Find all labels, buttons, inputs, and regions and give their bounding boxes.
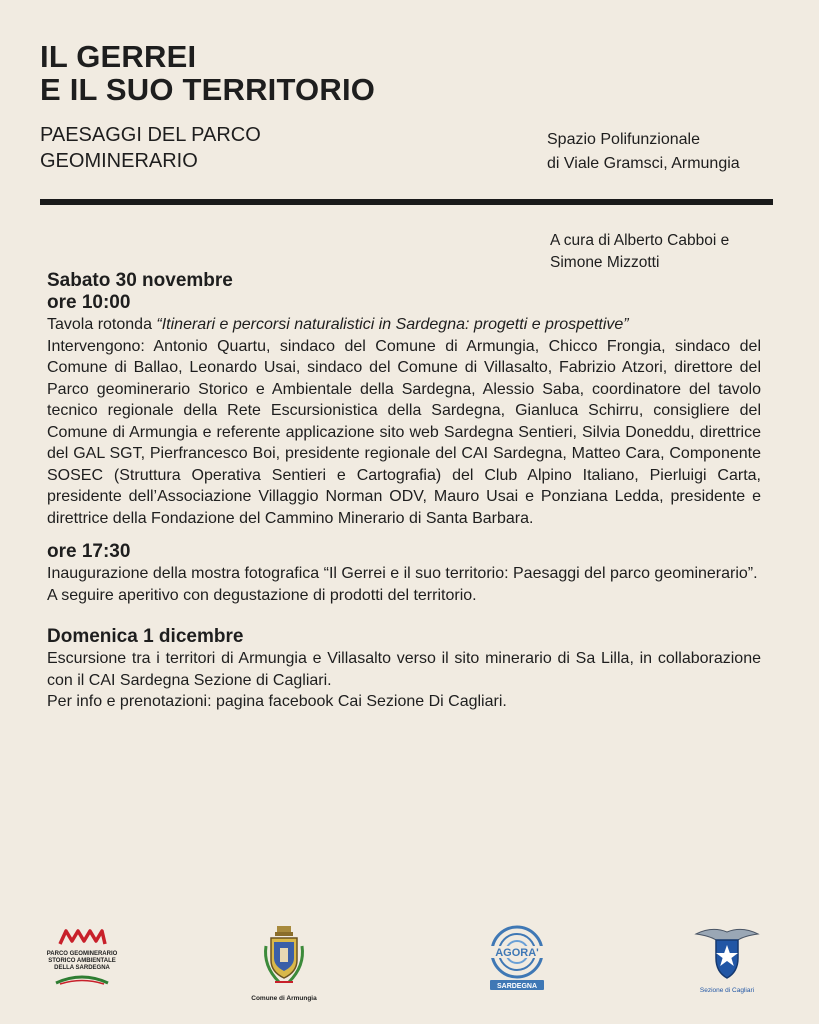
venue [547,128,740,176]
agora-name: AGORA' [495,947,539,959]
subtitle [40,122,261,174]
parco-caption-3: DELLA SARDEGNA [54,965,110,971]
aperitivo-paragraph: A seguire aperitivo con degustazione di prodotti del territorio. [47,586,477,604]
roundtable-title: “Itinerari e percorsi naturalistici in Sardegna: progetti e prospettive” [156,316,629,333]
curator-line-2: Simone Mizzotti [550,254,660,271]
comune-caption: Comune di Armungia [251,995,317,1002]
saturday-date: Sabato 30 novembre [47,270,233,291]
roundtable-paragraph [47,314,761,336]
agora-sardegna-icon [484,924,550,994]
venue-line-2: di Viale Gramsci, Armungia [547,155,740,172]
saturday-time-1: ore 10:00 [47,292,131,313]
cai-caption: Sezione di Cagliari [699,987,755,994]
roundtable-speakers: Intervengono: Antonio Quartu, sindaco del Comune di Armungia, Chicco Frongia, sindaco del Comune di Ballao, Leonardo Usai, sindaco del Comune di Villasalto, Fabrizio Atzori, direttore del Parco geominerario Storico e Ambientale della Sardegna, Alessio Saba, coordinatore del tavolo tecnico regionale della Rete Escursionistica della Sardegna, Gianluca Schirru, consigliere del Comune di Armungia e referente applicazione sito web Sardegna Sentieri, Silvia Doneddu, direttrice del GAL SGT, Pierfrancesco Boi, presidente regionale del CAI Sardegna, Matteo Cara, Componente SOSEC (Struttura Operativa Sentieri e Cartografia) del Club Alpino Italiano, Pierluigi Carta, presidente dell’Associazione Villaggio Norman ODV, Mauro Usai e Ponziana Ledda, presidente e direttrice della Fondazione del Cammino Minerario di Santa Barbara. [47,337,761,527]
parco-caption-1: PARCO GEOMINERARIO [46,951,118,957]
roundtable-intro: Tavola rotonda [47,316,157,333]
title-line-1: IL GERREI [40,39,197,74]
divider-rule [40,199,773,205]
cai-cagliari-icon [692,924,762,982]
curator [550,230,729,274]
parco-wave-icon [50,973,114,985]
cai-cagliari-logo [692,924,762,994]
page-title [40,40,375,106]
comune-armungia-logo [248,924,320,1002]
subtitle-line-2: GEOMINERARIO [40,150,198,172]
parco-caption-2: STORICO AMBIENTALE [48,958,116,964]
parco-geominerario-icon [57,928,107,946]
agora-band: SARDEGNA [496,983,538,990]
title-line-2: E IL SUO TERRITORIO [40,72,376,107]
info-paragraph: Per info e prenotazioni: pagina facebook Cai Sezione Di Cagliari. [47,693,507,710]
program [47,270,761,713]
subtitle-line-1: PAESAGGI DEL PARCO [40,124,261,146]
agora-sardegna-logo [484,924,550,999]
comune-armungia-crest-icon [261,924,307,990]
sunday-date: Domenica 1 dicembre [47,626,244,647]
excursion-paragraph: Escursione tra i territori di Armungia e Villasalto verso il sito minerario di Sa Lilla, in collaborazione con il CAI Sardegna Sezione di Cagliari. [47,650,761,689]
parco-geominerario-logo [44,928,120,990]
exhibition-paragraph: Inaugurazione della mostra fotografica “Il Gerrei e il suo territorio: Paesaggi del parco geominerario”. [47,565,758,582]
curator-line-1: A cura di Alberto Cabboi e [550,232,730,249]
venue-line-1: Spazio Polifunzionale [547,131,700,148]
saturday-time-2: ore 17:30 [47,541,131,562]
